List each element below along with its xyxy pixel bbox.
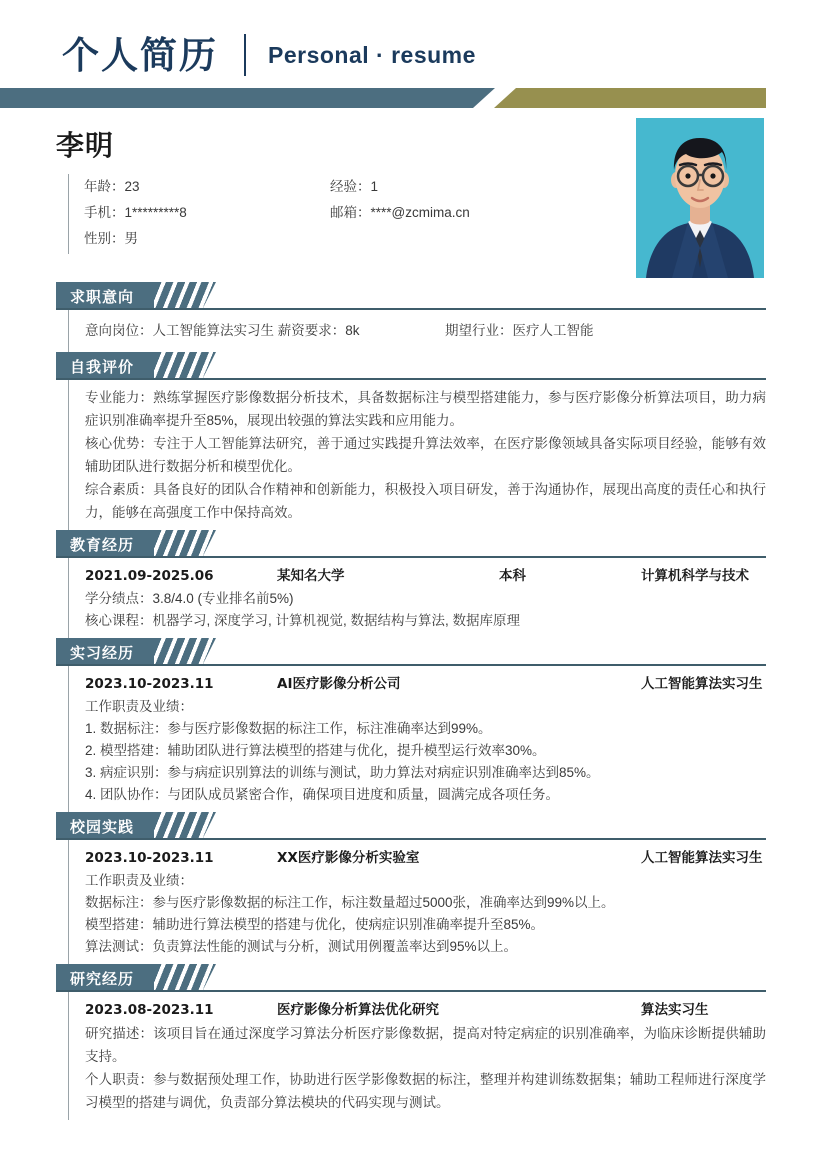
section-content xyxy=(68,992,766,1120)
contact-row xyxy=(84,224,544,250)
contact-info-grid xyxy=(84,172,544,250)
paragraph: 个人职责：参与数据预处理工作，协助进行医学影像数据的标注，整理并构建训练数据集；辅助工程师进行深度学习模型的搭建与调优，负责部分算法模块的代码实现与测试。 xyxy=(85,1072,766,1110)
research-role: 算法实习生 xyxy=(641,1002,709,1018)
research-date: 2023.08-2023.11 xyxy=(85,1002,214,1018)
field-age-value: 23 xyxy=(124,179,140,194)
section-content xyxy=(68,558,766,638)
list-item: 工作职责及业绩： xyxy=(85,873,193,888)
research-row xyxy=(85,998,766,1022)
section-content xyxy=(68,666,766,812)
section-slash-decor xyxy=(154,638,216,666)
education-degree: 本科 xyxy=(499,568,526,584)
section-header xyxy=(56,352,820,380)
list-item: 3. 病症识别：参与病症识别算法的训练与测试，助力算法对病症识别准确率达到85%。 xyxy=(85,765,600,780)
education-gpa: 学分绩点：3.8/4.0 (专业排名前5%) xyxy=(85,591,294,606)
banner-band-gold xyxy=(494,88,766,108)
section-self-evaluation xyxy=(0,352,820,530)
list-item: 算法测试：负责算法性能的测试与分析，测试用例覆盖率达到95%以上。 xyxy=(85,939,518,954)
section-rule xyxy=(56,378,766,380)
avatar-illustration xyxy=(636,118,764,278)
job-intent-left: 意向岗位：人工智能算法实习生 薪资要求：8k xyxy=(85,323,360,338)
section-content xyxy=(68,840,766,964)
campus-row xyxy=(85,846,766,870)
section-education xyxy=(0,530,820,638)
section-campus-practice xyxy=(0,812,820,964)
section-title: 自我评价 xyxy=(70,357,135,376)
paragraph: 核心优势：专注于人工智能算法研究，善于通过实践提升算法效率，在医疗影像领域具备实际项目经验，能够有效辅助团队进行数据分析和模型优化。 xyxy=(85,436,766,474)
candidate-name: 李明 xyxy=(56,129,115,162)
education-courses: 核心课程：机器学习, 深度学习, 计算机视觉, 数据结构与算法, 数据库原理 xyxy=(85,613,521,628)
field-age-label: 年龄： xyxy=(84,179,125,194)
title-divider xyxy=(244,34,246,76)
avatar xyxy=(636,118,764,278)
section-tab xyxy=(56,352,154,380)
resume-title-bar xyxy=(0,0,820,88)
title-group xyxy=(62,34,476,76)
section-title: 求职意向 xyxy=(70,287,135,306)
internship-date: 2023.10-2023.11 xyxy=(85,676,214,692)
list-item: 数据标注：参与医疗影像数据的标注工作，标注数量超过5000张，准确率达到99%以上。 xyxy=(85,895,615,910)
field-gender xyxy=(84,227,330,247)
section-tab xyxy=(56,530,154,558)
section-header xyxy=(56,812,820,840)
section-title: 实习经历 xyxy=(70,643,135,662)
section-title: 教育经历 xyxy=(70,535,135,554)
section-header xyxy=(56,282,820,310)
education-row xyxy=(85,564,766,588)
section-tab xyxy=(56,812,154,840)
section-tab xyxy=(56,282,154,310)
field-experience-label: 经验： xyxy=(330,179,371,194)
field-experience xyxy=(330,175,378,195)
campus-date: 2023.10-2023.11 xyxy=(85,850,214,866)
section-tab xyxy=(56,964,154,992)
section-slash-decor xyxy=(154,282,216,310)
banner-bands xyxy=(0,88,820,110)
section-title: 校园实践 xyxy=(70,817,135,836)
paragraph: 综合素质：具备良好的团队合作精神和创新能力，积极投入项目研发，善于沟通协作，展现出高度的责任心和执行力，能够在高强度工作中保持高效。 xyxy=(85,482,766,520)
identity-block xyxy=(0,110,820,282)
field-email xyxy=(330,201,470,221)
section-slash-decor xyxy=(154,352,216,380)
contact-row xyxy=(84,198,544,224)
page-title-en: Personal · resume xyxy=(268,41,476,68)
section-internship xyxy=(0,638,820,812)
internship-company: AI医疗影像分析公司 xyxy=(277,676,401,692)
section-header xyxy=(56,638,820,666)
field-gender-value: 男 xyxy=(124,231,138,246)
section-rule xyxy=(56,308,766,310)
section-slash-decor xyxy=(154,530,216,558)
job-intent-row xyxy=(85,320,766,342)
section-content xyxy=(68,380,766,530)
list-item: 2. 模型搭建：辅助团队进行算法模型的搭建与优化，提升模型运行效率30%。 xyxy=(85,743,546,758)
list-item: 4. 团队协作：与团队成员紧密合作，确保项目进度和质量，圆满完成各项任务。 xyxy=(85,787,560,802)
education-major: 计算机科学与技术 xyxy=(641,568,749,584)
section-content xyxy=(68,310,766,352)
field-gender-label: 性别： xyxy=(84,231,125,246)
section-title: 研究经历 xyxy=(70,969,135,988)
section-slash-decor xyxy=(154,964,216,992)
section-rule xyxy=(56,664,766,666)
page-title-cn: 个人简历 xyxy=(62,33,218,77)
section-rule xyxy=(56,990,766,992)
internship-row xyxy=(85,672,766,696)
section-rule xyxy=(56,556,766,558)
field-phone-label: 手机： xyxy=(84,205,125,220)
section-job-intent xyxy=(0,282,820,352)
banner-band-teal xyxy=(0,88,495,108)
paragraph: 研究描述：该项目旨在通过深度学习算法分析医疗影像数据，提高对特定病症的识别准确率，为临床诊断提供辅助支持。 xyxy=(85,1026,766,1064)
section-rule xyxy=(56,838,766,840)
campus-role: 人工智能算法实习生 xyxy=(641,850,763,866)
section-tab xyxy=(56,638,154,666)
field-email-value: ****@zcmima.cn xyxy=(370,205,470,220)
field-age xyxy=(84,175,330,195)
research-title: 医疗影像分析算法优化研究 xyxy=(277,1002,439,1018)
section-header xyxy=(56,964,820,992)
list-item: 工作职责及业绩： xyxy=(85,699,193,714)
internship-role: 人工智能算法实习生 xyxy=(641,676,763,692)
section-slash-decor xyxy=(154,812,216,840)
list-item: 模型搭建：辅助进行算法模型的搭建与优化，使病症识别准确率提升至85%。 xyxy=(85,917,545,932)
field-email-label: 邮箱： xyxy=(330,205,371,220)
campus-lab: XX医疗影像分析实验室 xyxy=(277,850,420,866)
info-divider-line xyxy=(68,174,69,254)
paragraph: 专业能力：熟练掌握医疗影像数据分析技术，具备数据标注与模型搭建能力，参与医疗影像分析算法项目，助力病症识别准确率提升至85%，展现出较强的算法实践和应用能力。 xyxy=(85,390,766,428)
list-item: 1. 数据标注：参与医疗影像数据的标注工作，标注准确率达到99%。 xyxy=(85,721,492,736)
field-phone xyxy=(84,201,330,221)
job-intent-right: 期望行业：医疗人工智能 xyxy=(445,323,594,338)
education-date: 2021.09-2025.06 xyxy=(85,568,214,584)
field-experience-value: 1 xyxy=(370,179,379,194)
field-phone-value: 1*********8 xyxy=(124,205,187,220)
education-school: 某知名大学 xyxy=(277,568,345,584)
section-header xyxy=(56,530,820,558)
section-research xyxy=(0,964,820,1120)
contact-row xyxy=(84,172,544,198)
